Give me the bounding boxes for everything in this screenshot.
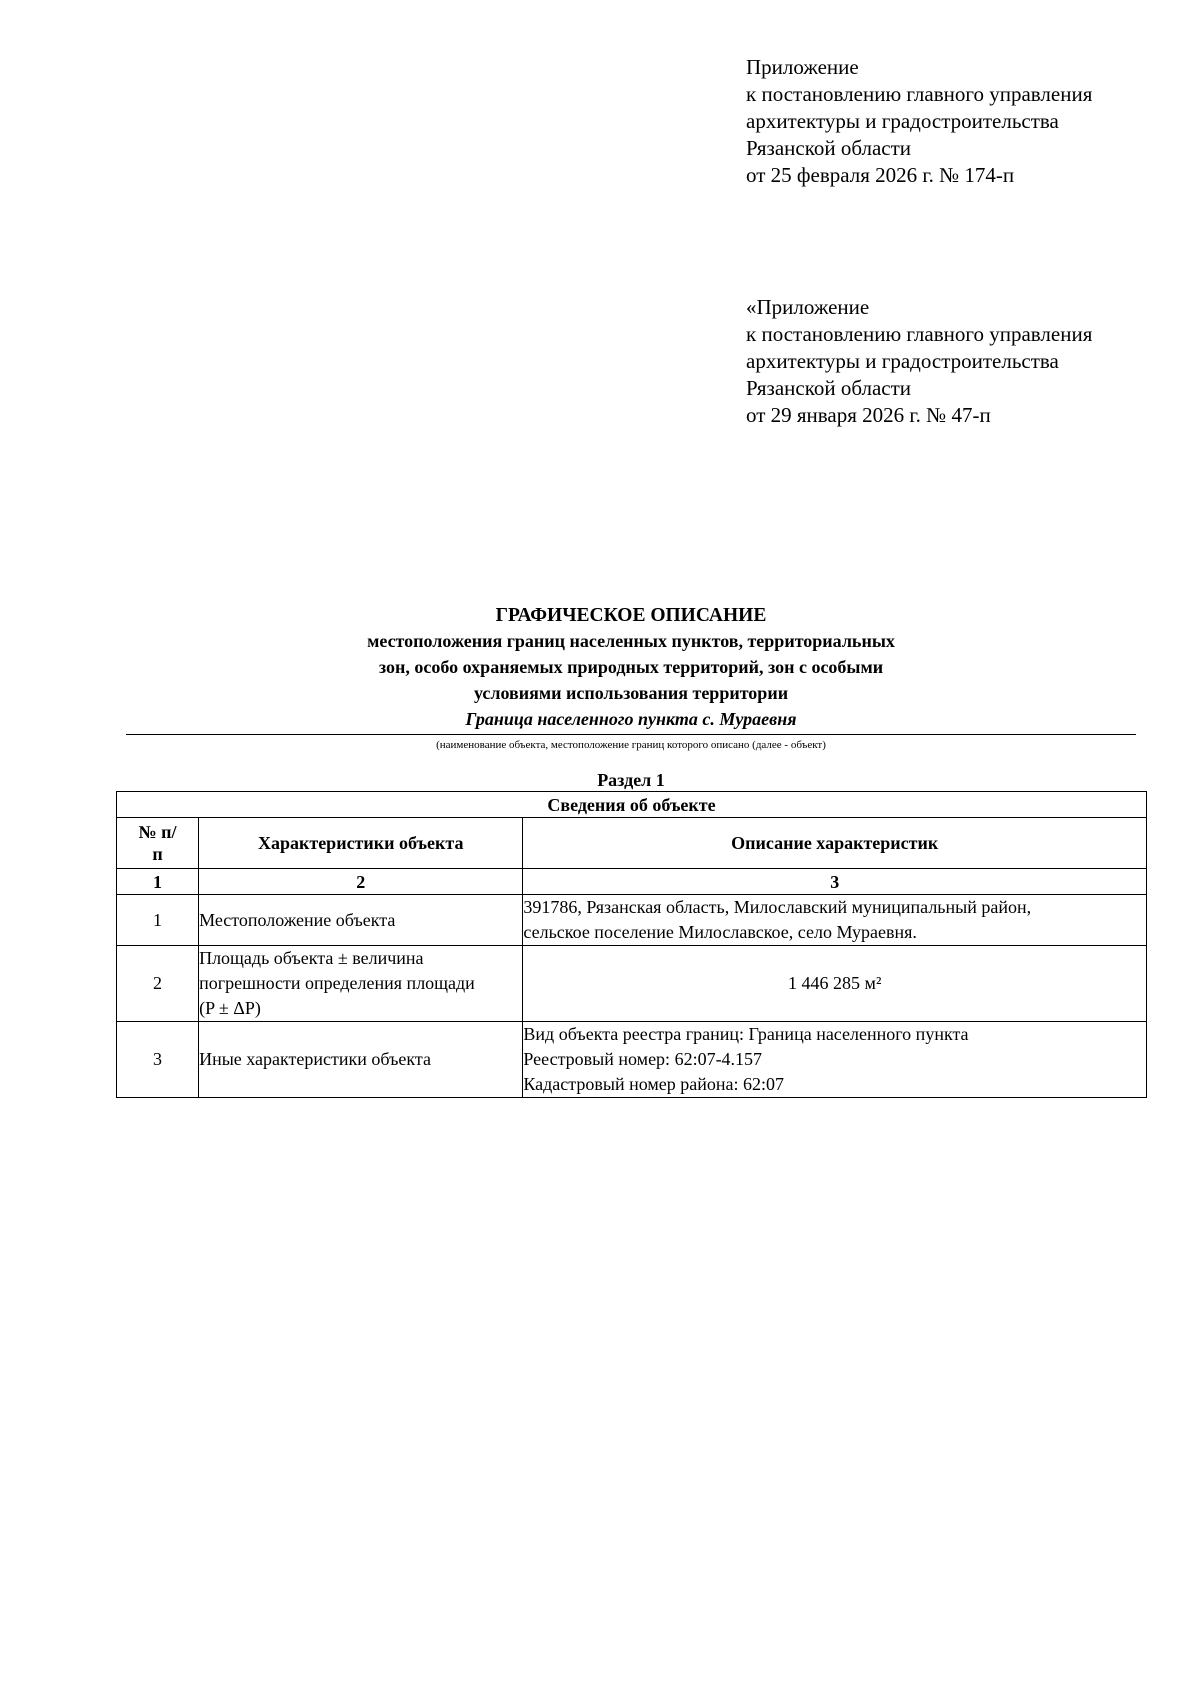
- column-header-num: [117, 818, 199, 869]
- appendix-line: Рязанской области: [746, 136, 912, 160]
- column-header-num-text: № п/п: [138, 822, 177, 864]
- appendix-line: к постановлению главного управления: [746, 322, 1093, 346]
- column-number: 2: [199, 869, 523, 895]
- document-title-block: [126, 603, 1136, 753]
- column-number: 1: [117, 869, 199, 895]
- appendix-line: архитектуры и градостроительства: [746, 349, 1059, 373]
- object-name: Граница населенного пункта с. Мураевня: [126, 708, 1136, 735]
- table-caption-row: [117, 792, 1147, 818]
- appendix-header-current: [746, 54, 1166, 189]
- characteristic-cell: [199, 895, 523, 946]
- table-row: [117, 1022, 1147, 1098]
- characteristic-text: погрешности определения площади: [199, 973, 475, 993]
- description-text: 1 446 285 м²: [788, 973, 882, 993]
- document-title: ГРАФИЧЕСКОЕ ОПИСАНИЕ: [495, 605, 767, 626]
- description-text: Кадастровый номер района: 62:07: [523, 1074, 785, 1094]
- appendix-line: к постановлению главного управления: [746, 82, 1093, 106]
- row-number: 3: [117, 1022, 199, 1098]
- description-text: Вид объекта реестра границ: Граница населенного пункта: [523, 1024, 969, 1044]
- characteristic-cell: [199, 946, 523, 1022]
- appendix-line: Приложение: [746, 55, 859, 79]
- column-number: 3: [523, 869, 1147, 895]
- appendix-line: архитектуры и градостроительства: [746, 109, 1059, 133]
- description-text: Реестровый номер: 62:07-4.157: [523, 1049, 763, 1069]
- table-row: [117, 946, 1147, 1022]
- column-number-row: [117, 869, 1147, 895]
- characteristic-text: Иные характеристики объекта: [199, 1049, 431, 1069]
- column-header-characteristic: Характеристики объекта: [199, 818, 523, 869]
- subtitle-line: местоположения границ населенных пунктов, территориальных: [367, 631, 895, 651]
- characteristic-text: Местоположение объекта: [199, 909, 396, 930]
- subtitle-line: условиями использования территории: [473, 683, 789, 703]
- table-header-row: [117, 818, 1147, 869]
- subtitle-line: зон, особо охраняемых природных территорий, зон с особыми: [378, 657, 884, 677]
- table-caption: Сведения об объекте: [117, 792, 1147, 818]
- document-subtitle: [281, 628, 981, 706]
- appendix-line: Рязанской области: [746, 376, 912, 400]
- appendix-header-original: [746, 294, 1166, 429]
- table-row: [117, 895, 1147, 946]
- characteristic-text: Площадь объекта ± величина: [199, 948, 424, 968]
- description-text: сельское поселение Милославское, село Мураевня.: [523, 922, 917, 942]
- characteristic-cell: [199, 1022, 523, 1098]
- column-header-description: Описание характеристик: [523, 818, 1147, 869]
- section-heading: Раздел 1: [597, 770, 665, 790]
- row-number: 2: [117, 946, 199, 1022]
- description-cell: [523, 895, 1147, 946]
- description-cell: [523, 1022, 1147, 1098]
- object-info-table: [116, 791, 1147, 1098]
- appendix-line: от 25 февраля 2026 г. № 174-п: [746, 163, 1015, 187]
- description-text: 391786, Рязанская область, Милославский муниципальный район,: [523, 897, 1032, 917]
- description-cell: [523, 946, 1147, 1022]
- appendix-line: от 29 января 2026 г. № 47-п: [746, 403, 991, 427]
- row-number: 1: [117, 895, 199, 946]
- appendix-line: «Приложение: [746, 295, 870, 319]
- object-name-caption: (наименование объекта, местоположение границ которого описано (далее - объект): [436, 739, 826, 751]
- characteristic-text: (P ± ΔP): [199, 998, 261, 1018]
